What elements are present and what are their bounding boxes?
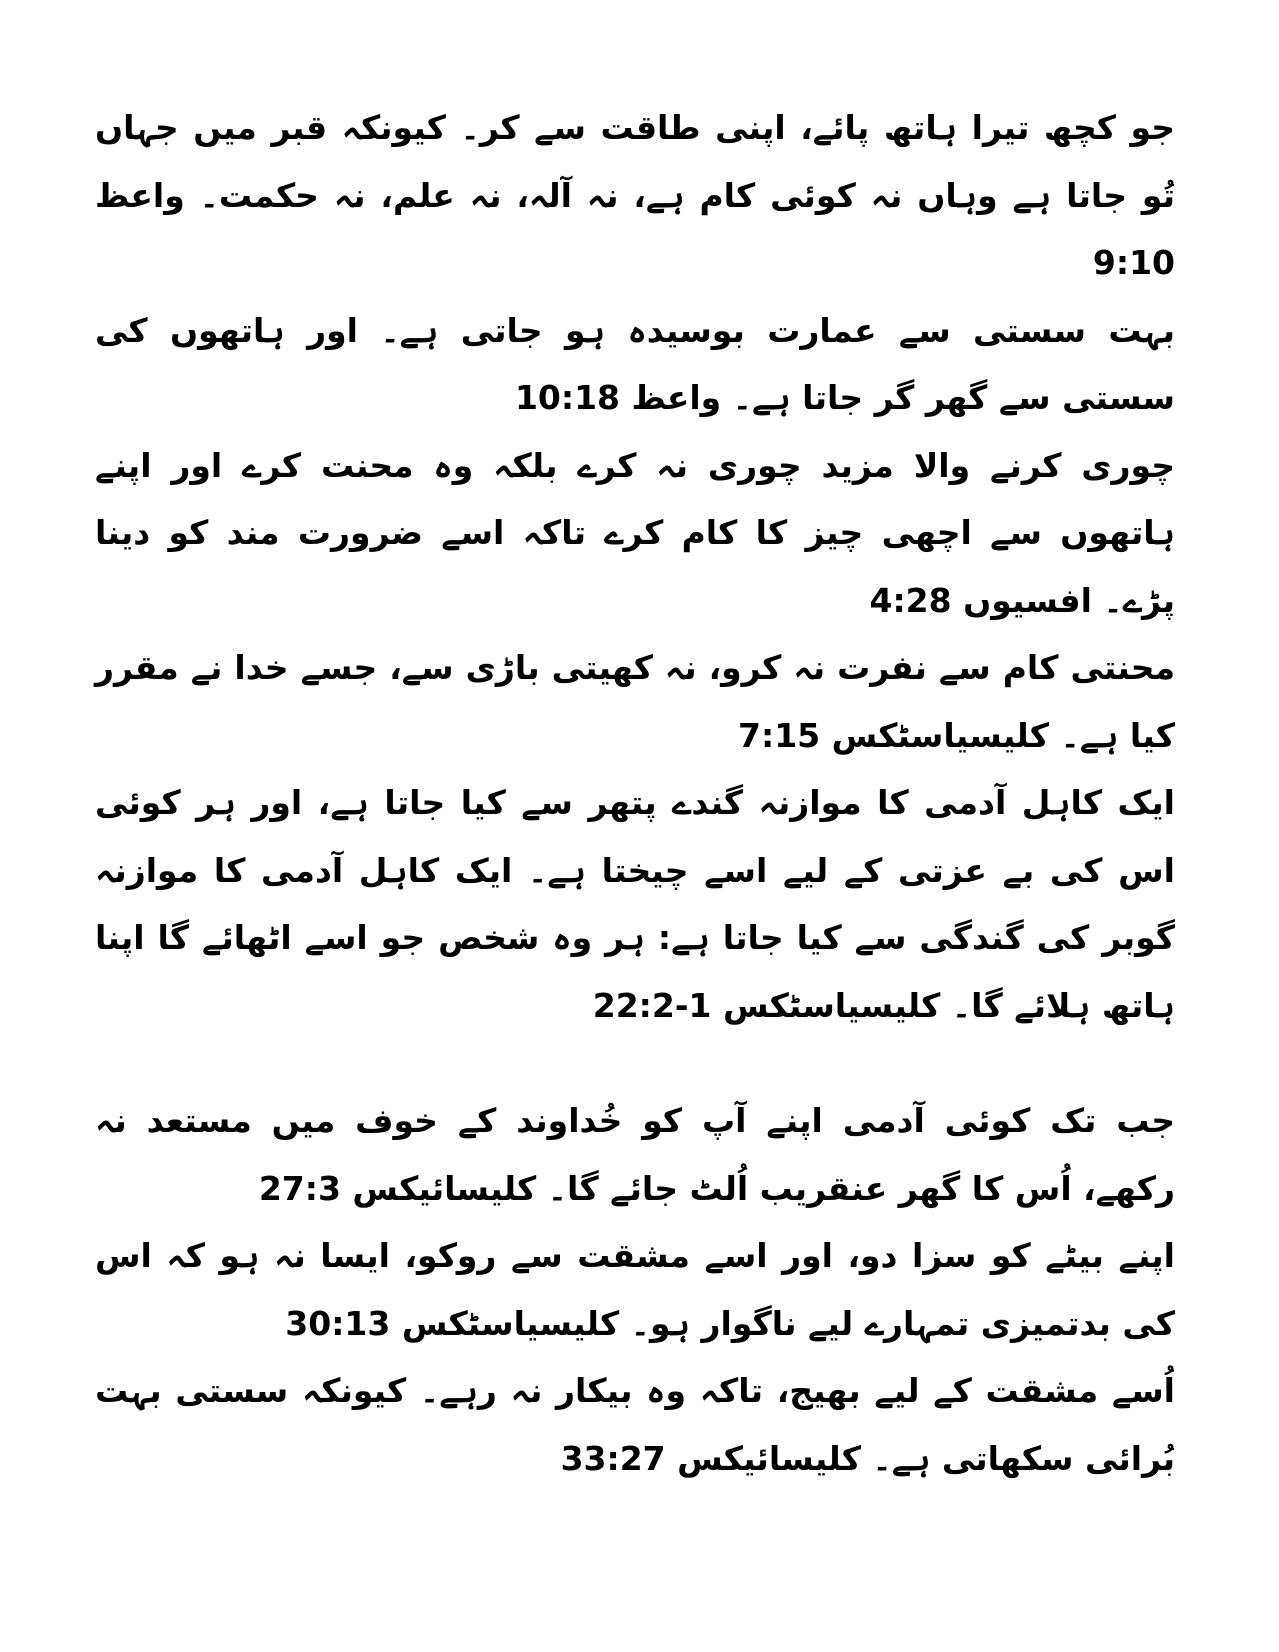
verse-paragraph: جو کچھ تیرا ہاتھ پائے، اپنی طاقت سے کر۔ کیونکہ قبر میں جہاں تُو جاتا ہے وہاں نہ کوئی کام ہے، نہ آلہ، نہ علم، نہ حکمت۔ واعظ 9:10 (95, 108, 1175, 282)
verse-paragraph: چوری کرنے والا مزید چوری نہ کرے بلکہ وہ محنت کرے اور اپنے ہاتھوں سے اچھی چیز کا کام کرے تاکہ اسے ضرورت مند کو دینا پڑے۔ افسیوں 4:28 (95, 445, 1175, 620)
verse-paragraph: جب تک کوئی آدمی اپنے آپ کو خُداوند کے خوف میں مستعد نہ رکھے، اُس کا گھر عنقریب اُلٹ جائے گا۔ کلیسائیکس 27:3 (95, 1101, 1175, 1208)
verse-paragraph: ایک کاہل آدمی کا موازنہ گندے پتھر سے کیا جاتا ہے، اور ہر کوئی اس کی بے عزتی کے لیے اسے چیختا ہے۔ ایک کاہل آدمی کا موازنہ گوبر کی گندگی سے کیا جاتا ہے: ہر وہ شخص جو اسے اٹھائے گا اپنا ہاتھ ہلائے گا۔ کلیسیاسٹکس 1-22:2 (95, 783, 1175, 1025)
verse-paragraph: اپنے بیٹے کو سزا دو، اور اسے مشقت سے روکو، ایسا نہ ہو کہ اس کی بدتمیزی تمہارے لیے ناگوار ہو۔ کلیسیاسٹکس 30:13 (95, 1236, 1175, 1343)
verse-paragraph: اُسے مشقت کے لیے بھیج، تاکہ وہ بیکار نہ رہے۔ کیونکہ سستی بہت بُرائی سکھاتی ہے۔ کلیسائیکس 33:27 (95, 1371, 1175, 1478)
verse-paragraph: محنتی کام سے نفرت نہ کرو، نہ کھیتی باڑی سے، جسے خدا نے مقرر کیا ہے۔ کلیسیاسٹکس 7:15 (95, 648, 1175, 755)
verse-text-block (95, 94, 1175, 1492)
verse-paragraph: بہت سستی سے عمارت بوسیدہ ہو جاتی ہے۔ اور ہاتھوں کی سستی سے گھر گر جاتا ہے۔ واعظ 10:18 (95, 310, 1175, 417)
